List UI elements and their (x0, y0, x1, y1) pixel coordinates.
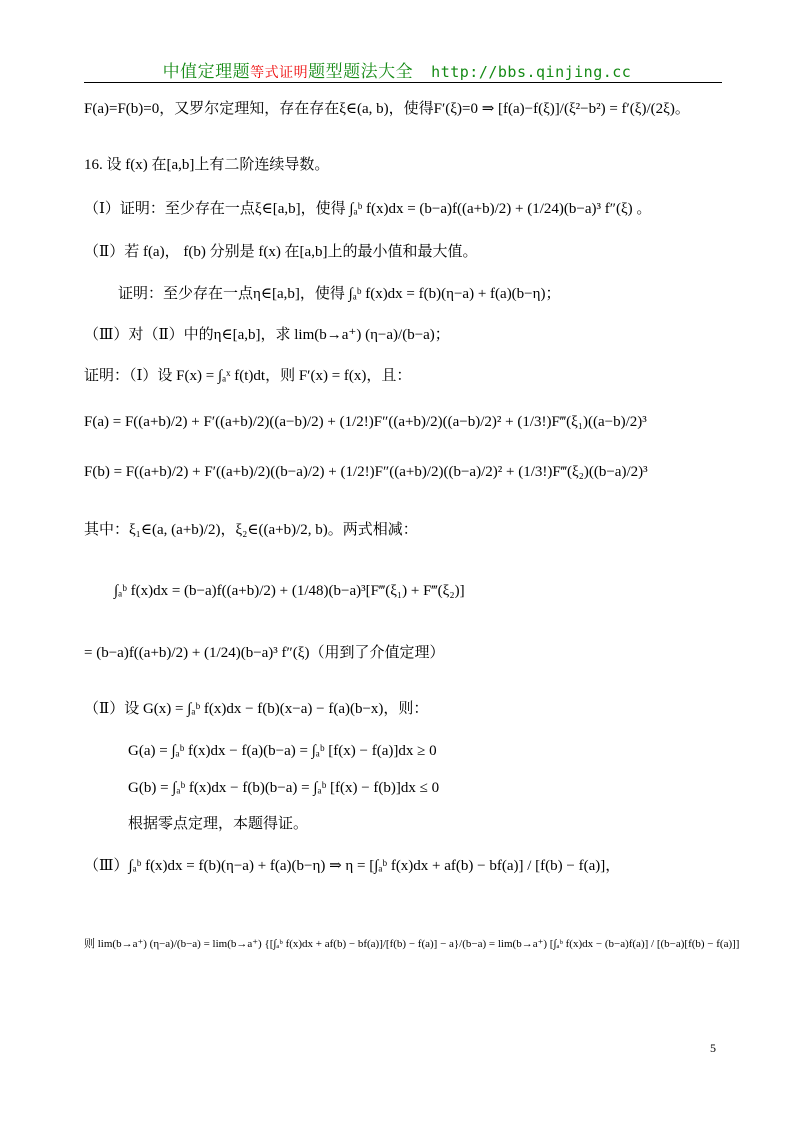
text-line: 根据零点定理，本题得证。 (128, 816, 309, 832)
header-title-part1: 中值定理题 (162, 62, 251, 82)
text-line: 证明：至少存在一点η∈[a,b]，使得 ∫ₐᵇ f(x)dx = f(b)(η−a) + f(a)(b−η)； (118, 286, 561, 302)
header-rule (84, 82, 722, 83)
text-line: （Ⅱ）设 G(x) = ∫ₐᵇ f(x)dx − f(b)(x−a) − f(a)(b−x)，则： (84, 701, 429, 717)
text-line: 16. 设 f(x) 在[a,b]上有二阶连续导数。 (84, 157, 330, 173)
text-line: （Ⅲ）∫ₐᵇ f(x)dx = f(b)(η−a) + f(a)(b−η) ⇒ η = [∫ₐᵇ f(x)dx + af(b) − bf(a)] / [f(b) − f(a)]， (84, 858, 621, 874)
page-header (0, 57, 794, 82)
text-line: G(a) = ∫ₐᵇ f(x)dx − f(a)(b−a) = ∫ₐᵇ [f(x) − f(a)]dx ≥ 0 (128, 743, 437, 759)
text-line: 其中：ξ₁∈(a, (a+b)/2)，ξ₂∈((a+b)/2, b)。两式相减： (84, 522, 418, 538)
text-line: F(b) = F((a+b)/2) + F′((a+b)/2)((b−a)/2) + (1/2!)F″((a+b)/2)((b−a)/2)² + (1/3!)F‴(ξ₂)((b−a)/2)³ (84, 464, 648, 480)
header-url[interactable]: http://bbs.qinjing.cc (431, 63, 632, 81)
text-line: ∫ₐᵇ f(x)dx = (b−a)f((a+b)/2) + (1/48)(b−a)³[F‴(ξ₁) + F‴(ξ₂)] (114, 583, 465, 599)
text-line: F(a)=F(b)=0，又罗尔定理知，存在存在ξ∈(a, b)，使得F′(ξ)=0 ⇒ [f(a)−f(ξ)]/(ξ²−b²) = f′(ξ)/(2ξ)。 (84, 101, 690, 117)
text-line: 则 lim(b→a⁺) (η−a)/(b−a) = lim(b→a⁺) {[∫ₐᵇ f(x)dx + af(b) − bf(a)]/[f(b) − f(a)] − a}/(b−a) = lim(b→a⁺) [∫ₐᵇ f(x)dx − (b−a)f(a)] / [(b−a)[f(b) − f(a)]] (84, 938, 740, 950)
text-line: 证明：（Ⅰ）设 F(x) = ∫ₐˣ f(t)dt，则 F′(x) = f(x)，且： (84, 368, 412, 384)
text-line: G(b) = ∫ₐᵇ f(x)dx − f(b)(b−a) = ∫ₐᵇ [f(x) − f(b)]dx ≤ 0 (128, 780, 440, 796)
header-title-part3: 题型题法大全 (308, 62, 414, 82)
text-line: F(a) = F((a+b)/2) + F′((a+b)/2)((a−b)/2) + (1/2!)F″((a+b)/2)((a−b)/2)² + (1/3!)F‴(ξ₁)((a−b)/2)³ (84, 414, 647, 430)
text-line: （Ⅱ）若 f(a)， f(b) 分别是 f(x) 在[a,b]上的最小值和最大值。 (84, 244, 478, 260)
text-line: = (b−a)f((a+b)/2) + (1/24)(b−a)³ f″(ξ)（用到了介值定理） (84, 645, 445, 661)
header-title-part2: 等式证明 (250, 65, 309, 81)
page-number: 5 (710, 1041, 716, 1055)
text-line: （Ⅲ）对（Ⅱ）中的η∈[a,b]，求 lim(b→a⁺) (η−a)/(b−a)； (84, 327, 450, 343)
text-line: （Ⅰ）证明：至少存在一点ξ∈[a,b]，使得 ∫ₐᵇ f(x)dx = (b−a)f((a+b)/2) + (1/24)(b−a)³ f″(ξ) 。 (84, 201, 652, 217)
